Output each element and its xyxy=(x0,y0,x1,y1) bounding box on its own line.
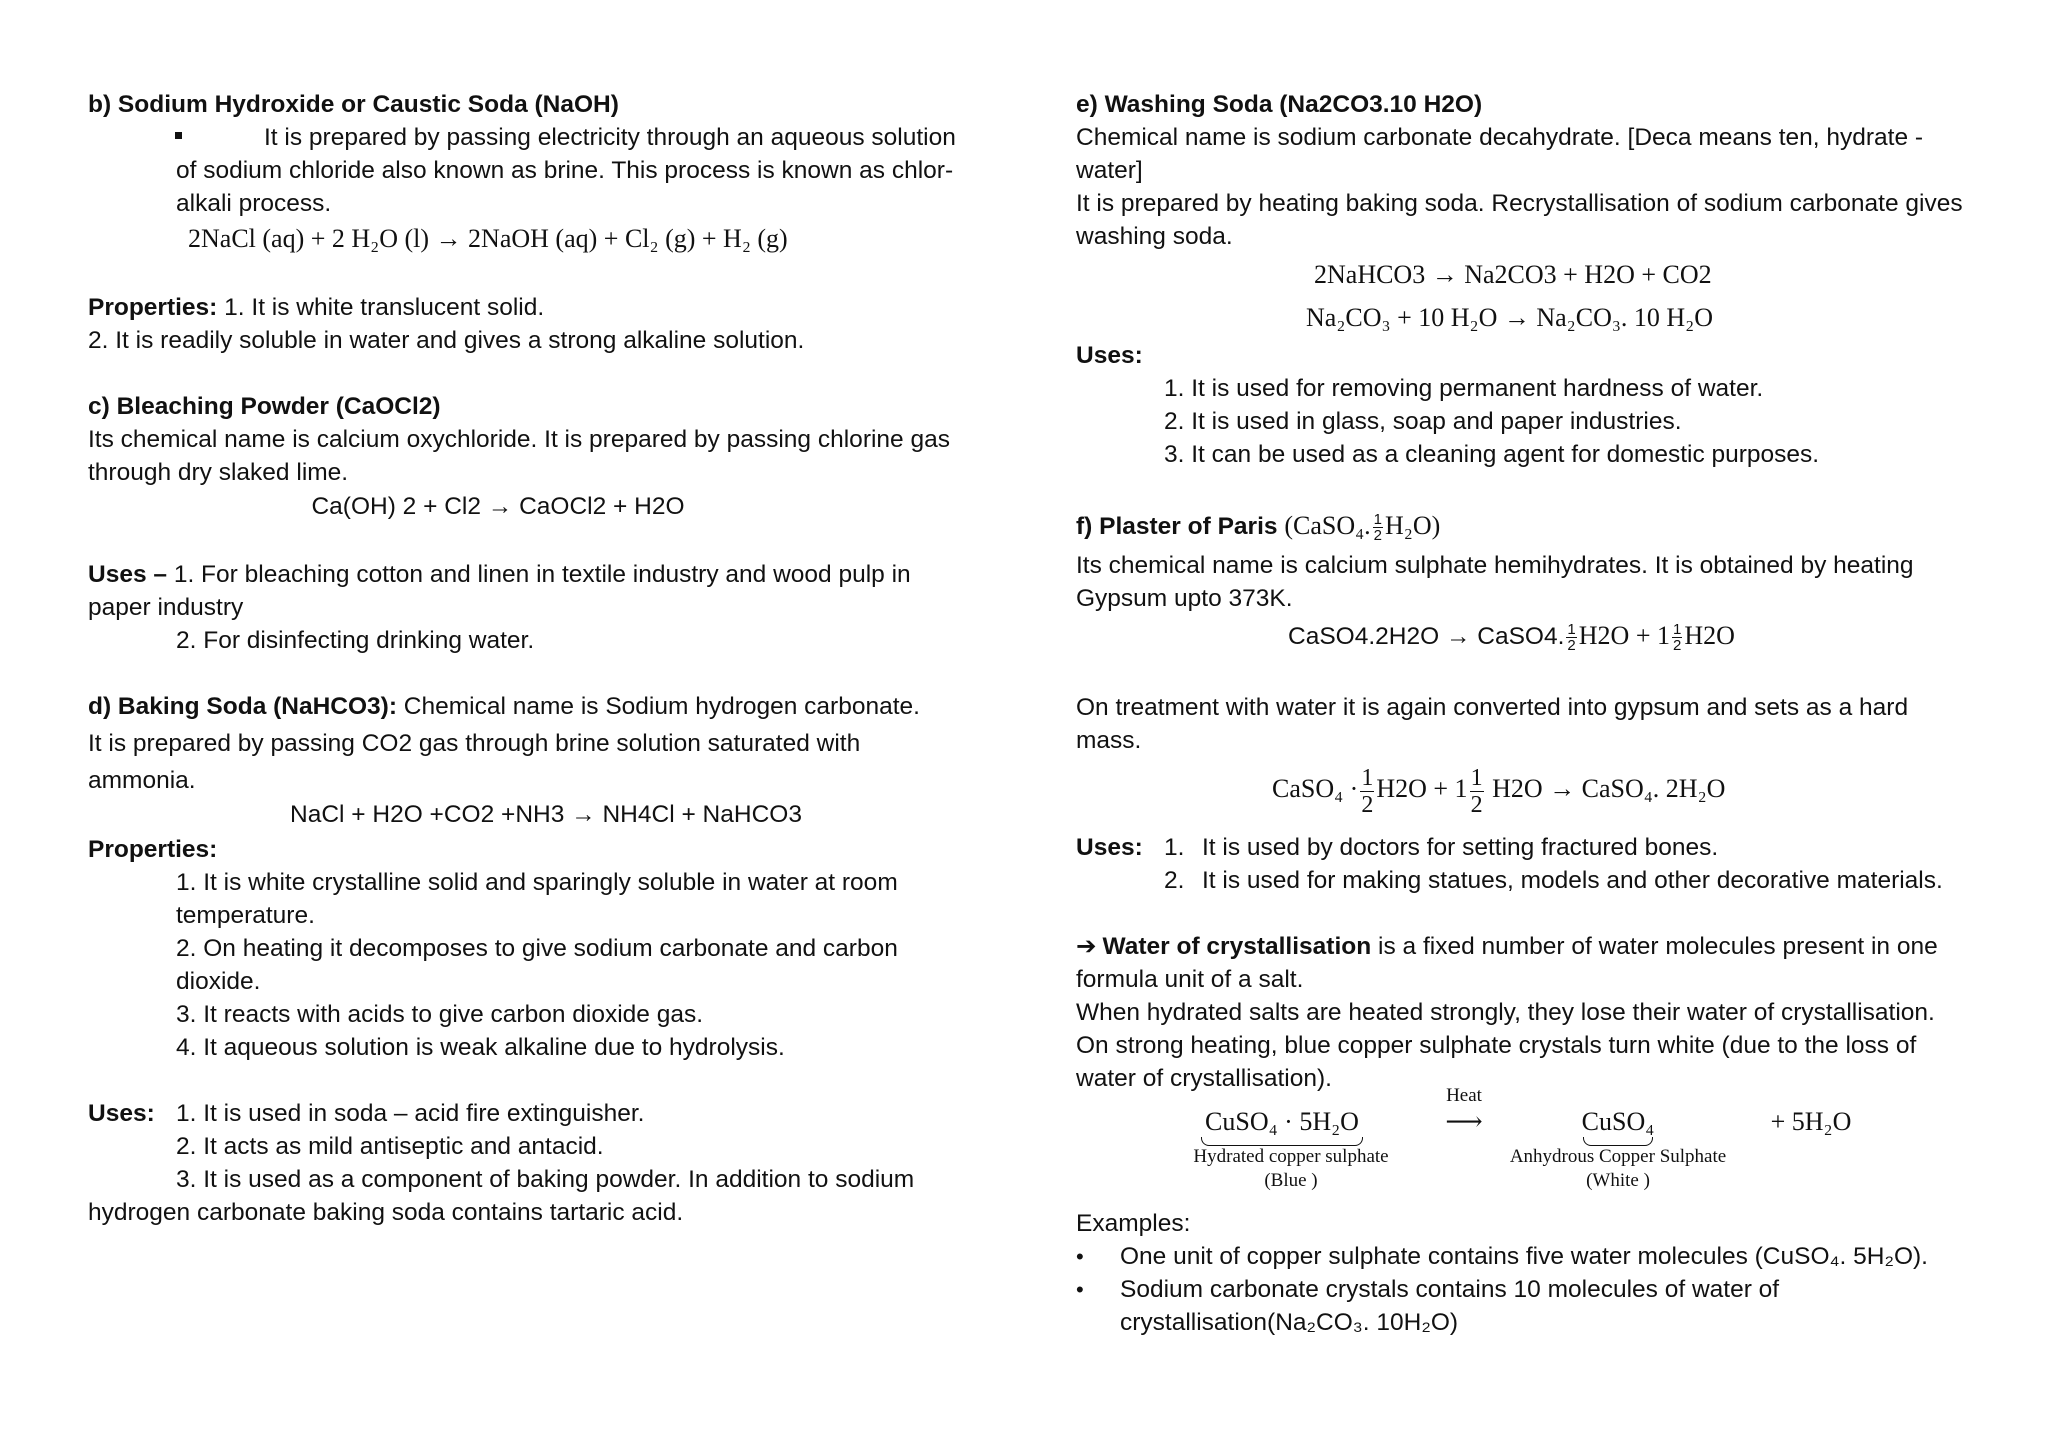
baking-uses: Uses: 1. It is used in soda – acid fire extinguisher. xyxy=(88,1100,645,1127)
right-arrow-icon: ➔ xyxy=(1076,933,1097,960)
bleach-uses: Uses – 1. For bleaching cotton and linen in textile industry and wood pulp in xyxy=(88,561,911,588)
square-bullet-icon xyxy=(175,132,182,139)
naoh-bullet: It is prepared by passing electricity through an aqueous solution xyxy=(88,121,988,154)
plaster-line3: On treatment with water it is again converted into gypsum and sets as a hard xyxy=(1076,694,1909,721)
bleach-equation: Ca(OH) 2 + Cl2 → CaOCl2 + H2O xyxy=(311,493,685,520)
arrow-icon: ⟶ xyxy=(1445,1107,1483,1136)
list-item: 2. On heating it decomposes to give sodium carbonate and carbon xyxy=(176,935,898,962)
baking-equation: NaCl + H2O +CO2 +NH3 → NH4Cl + NaHCO3 xyxy=(290,801,802,828)
bleach-line2: through dry slaked lime. xyxy=(88,459,349,486)
baking-use2: 2. It acts as mild antiseptic and antacid. xyxy=(176,1133,604,1160)
list-item: temperature. xyxy=(176,902,315,929)
copper-sulphate-reaction xyxy=(1076,1085,1976,1207)
baking-heading: d) Baking Soda (NaHCO3): Chemical name is Sodium hydrogen carbonate. xyxy=(88,693,920,720)
bullet-icon: • xyxy=(1076,1244,1084,1269)
naoh-bullet-line3: alkali process. xyxy=(176,190,332,217)
naoh-properties: Properties: 1. It is white translucent solid. xyxy=(88,294,545,321)
water-product: + 5H₂O xyxy=(1770,1107,1852,1136)
baking-properties-list xyxy=(88,866,988,1064)
washing-uses-label: Uses: xyxy=(1076,342,1143,369)
baking-line1: It is prepared by passing CO2 gas through brine solution saturated with xyxy=(88,730,861,757)
plaster-equation-1: CaSO4.2H2O → CaSO4. $\frac{1}{2}$ H2O + 1 $\frac{1}{2}$ H2O xyxy=(1288,621,1735,655)
list-item: 4. It aqueous solution is weak alkaline due to hydrolysis. xyxy=(176,1034,785,1061)
list-item: 1. It is used by doctors for setting fractured bones. xyxy=(1164,834,1719,861)
left-column xyxy=(88,88,988,1229)
washing-equation-1: 2NaHCO3 → Na2CO3 + H2O + CO2 xyxy=(1314,260,1712,289)
baking-use3: 3. It is used as a component of baking powder. In addition to sodium xyxy=(176,1166,915,1193)
plaster-line2: Gypsum upto 373K. xyxy=(1076,585,1293,612)
naoh-bullet-line2: of sodium chloride also known as brine. This process is known as chlor- xyxy=(176,157,954,184)
water-line2: When hydrated salts are heated strongly, they lose their water of crystallisation. xyxy=(1076,999,1935,1026)
washing-uses-list xyxy=(1076,372,1976,471)
list-item: • One unit of copper sulphate contains five water molecules (CuSO₄. 5H₂O). xyxy=(1076,1240,1976,1273)
product-block: CuSO₄ xyxy=(1548,1107,1688,1146)
plaster-uses: Uses: 1. It is used by doctors for setting fractured bones. 2. It is used for making statues, models and other decorative materials. xyxy=(1076,831,1976,897)
plaster-heading: f) Plaster of Paris (CaSO₄. $\frac{1}{2}$ H₂O) xyxy=(1076,511,1441,545)
list-item: 1. It is used for removing permanent hardness of water. xyxy=(1164,375,1764,402)
reactant-block: CuSO₄ · 5H₂O xyxy=(1184,1107,1380,1146)
list-item: 2. It is used for making statues, models and other decorative materials. xyxy=(1164,867,1943,894)
plaster-equation-2: CaSO₄ · $\frac{1}{2}$ H2O + 1 $\frac{1}{2}$ H2O → CaSO₄. 2H₂O xyxy=(1272,764,1726,818)
examples-label: Examples: xyxy=(1076,1210,1191,1237)
half-fraction: $\frac{1}{2}$ xyxy=(1373,511,1383,545)
bleach-use2: 2. For disinfecting drinking water. xyxy=(176,627,535,654)
reactant-label: Hydrated copper sulphate (Blue ) xyxy=(1193,1146,1389,1191)
bleach-line1: Its chemical name is calcium oxychloride. It is prepared by passing chlorine gas xyxy=(88,426,950,453)
plaster-line1: Its chemical name is calcium sulphate hemihydrates. It is obtained by heating xyxy=(1076,552,1914,579)
bullet-icon: • xyxy=(1076,1277,1084,1302)
list-item: 3. It reacts with acids to give carbon dioxide gas. xyxy=(176,1001,704,1028)
list-item-cont: crystallisation(Na₂CO₃. 10H₂O) xyxy=(1120,1309,1459,1336)
list-item: 1. It is white crystalline solid and sparingly soluble in water at room xyxy=(176,869,898,896)
naoh-equation: 2NaCl (aq) + 2 H₂O (l) → 2NaOH (aq) + Cl₂ (g) + H₂ (g) xyxy=(188,224,788,253)
list-item: 3. It can be used as a cleaning agent for domestic purposes. xyxy=(1164,441,1820,468)
water-line3: On strong heating, blue copper sulphate crystals turn white (due to the loss of xyxy=(1076,1032,1917,1059)
washing-equation-2: Na₂CO₃ + 10 H₂O → Na₂CO₃. 10 H₂O xyxy=(1306,303,1714,332)
naoh-heading: b) Sodium Hydroxide or Caustic Soda (NaOH) xyxy=(88,91,619,118)
washing-line3: It is prepared by heating baking soda. Recrystallisation of sodium carbonate gives xyxy=(1076,190,1963,217)
water-line4: water of crystallisation). xyxy=(1076,1065,1332,1092)
plaster-line4: mass. xyxy=(1076,727,1142,754)
water-heading: ➔ Water of crystallisation is a fixed number of water molecules present in one xyxy=(1076,933,1938,960)
washing-line1: Chemical name is sodium carbonate decahydrate. [Deca means ten, hydrate - xyxy=(1076,124,1924,151)
list-item: 2. It is used in glass, soap and paper industries. xyxy=(1164,408,1682,435)
bleach-heading: c) Bleaching Powder (CaOCl2) xyxy=(88,393,441,420)
baking-line2: ammonia. xyxy=(88,767,196,794)
bleach-use1-cont: paper industry xyxy=(88,594,244,621)
list-item: • Sodium carbonate crystals contains 10 molecules of water of xyxy=(1076,1273,1976,1306)
baking-properties-label: Properties: xyxy=(88,836,218,863)
examples-list xyxy=(1076,1240,1976,1339)
washing-heading: e) Washing Soda (Na2CO3.10 H2O) xyxy=(1076,91,1483,118)
product-label: Anhydrous Copper Sulphate (White ) xyxy=(1509,1146,1727,1191)
list-item: dioxide. xyxy=(176,968,261,995)
right-column xyxy=(1076,88,1976,1339)
heat-arrow: Heat ⟶ xyxy=(1434,1085,1494,1137)
naoh-property-2: 2. It is readily soluble in water and gives a strong alkaline solution. xyxy=(88,327,805,354)
washing-line4: washing soda. xyxy=(1076,223,1233,250)
washing-line2: water] xyxy=(1076,157,1143,184)
baking-use3-cont: hydrogen carbonate baking soda contains tartaric acid. xyxy=(88,1199,684,1226)
water-line1: formula unit of a salt. xyxy=(1076,966,1304,993)
